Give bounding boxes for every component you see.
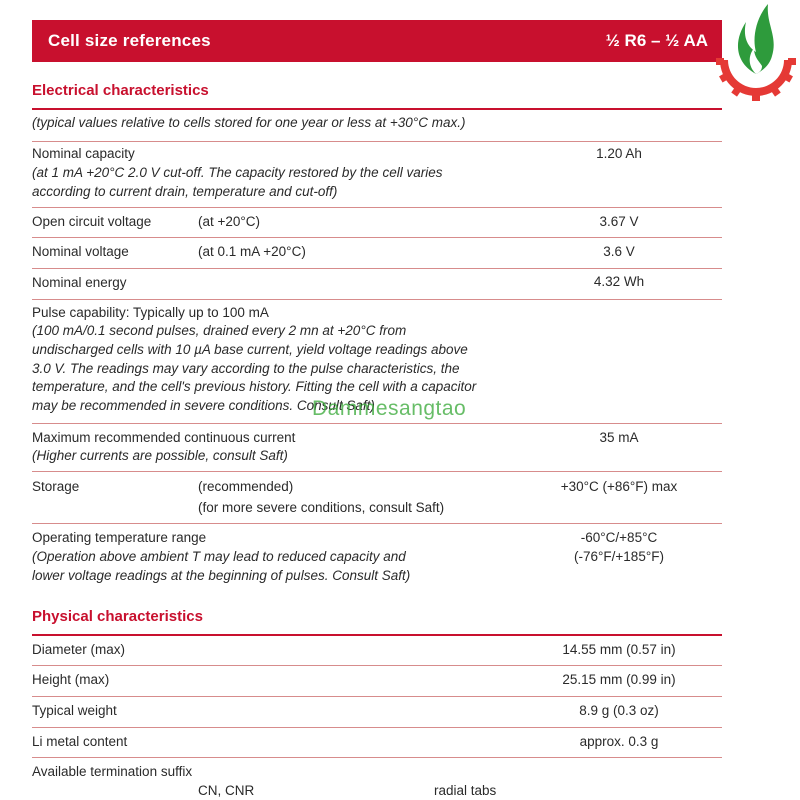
operating-temp-note-1: (Operation above ambient T may lead to reduced capacity and xyxy=(32,549,406,564)
storage-condition-1: (recommended) xyxy=(198,479,294,494)
height-label: Height (max) xyxy=(32,672,110,687)
pulse-capability-label: Pulse capability: Typically up to 100 mA xyxy=(32,305,269,320)
nominal-capacity-note-1: (at 1 mA +20°C 2.0 V cut-off. The capacity restored by the cell varies xyxy=(32,165,443,180)
operating-temp-note-2: lower voltage readings at the beginning of pulses. Consult Saft) xyxy=(32,568,411,583)
open-circuit-voltage-label: Open circuit voltage xyxy=(32,214,152,229)
nominal-voltage-row xyxy=(32,238,722,269)
open-circuit-voltage-condition: (at +20°C) xyxy=(198,214,261,229)
nominal-energy-row xyxy=(32,269,722,300)
weight-row xyxy=(32,697,722,728)
height-row xyxy=(32,666,722,697)
nominal-voltage-condition: (at 0.1 mA +20°C) xyxy=(198,244,306,259)
operating-temperature-row xyxy=(32,524,722,590)
diameter-row xyxy=(32,636,722,666)
open-circuit-voltage-value: 3.67 V xyxy=(599,214,639,229)
weight-label: Typical weight xyxy=(32,703,117,718)
nominal-capacity-note-2: according to current drain, temperature and cut-off) xyxy=(32,184,338,199)
li-metal-value: approx. 0.3 g xyxy=(579,734,659,749)
operating-temp-value-celsius: -60°C/+85°C xyxy=(580,530,658,545)
electrical-note: (typical values relative to cells stored for one year or less at +30°C max.) xyxy=(32,115,466,130)
height-value: 25.15 mm (0.99 in) xyxy=(562,672,676,687)
operating-temp-label: Operating temperature range xyxy=(32,530,207,545)
nominal-voltage-label: Nominal voltage xyxy=(32,244,129,259)
weight-value: 8.9 g (0.3 oz) xyxy=(579,703,659,718)
nominal-capacity-row xyxy=(32,142,722,208)
operating-temp-value-fahrenheit: (-76°F/+185°F) xyxy=(574,549,664,564)
cell-size-header xyxy=(32,20,722,62)
header-title: Cell size references xyxy=(48,31,211,50)
nominal-voltage-value: 3.6 V xyxy=(603,244,635,259)
pulse-note-line-2: undischarged cells with 10 µA base current, yield voltage readings above xyxy=(32,342,468,357)
watermark-text: Dammesangtao xyxy=(312,397,467,420)
li-metal-label: Li metal content xyxy=(32,734,128,749)
termination-label: Available termination suffix xyxy=(32,764,193,779)
pulse-note-line-5: may be recommended in severe conditions. Consult Saft) xyxy=(32,398,375,413)
termination-type: radial tabs xyxy=(434,783,497,798)
pulse-note-line-4: temperature, and the cell's previous history. Fitting the cell with a capacitor xyxy=(32,379,477,394)
storage-row xyxy=(32,472,722,524)
termination-row xyxy=(32,758,722,800)
electrical-note-row xyxy=(32,110,722,142)
nominal-energy-value: 4.32 Wh xyxy=(593,274,645,289)
physical-section-title: Physical characteristics xyxy=(32,602,722,636)
storage-condition-2: (for more severe conditions, consult Saft) xyxy=(198,500,445,515)
open-circuit-voltage-row xyxy=(32,208,722,238)
storage-value: +30°C (+86°F) max xyxy=(560,479,678,494)
electrical-section-title: Electrical characteristics xyxy=(32,76,722,110)
max-current-label: Maximum recommended continuous current xyxy=(32,430,296,445)
nominal-energy-label: Nominal energy xyxy=(32,275,127,290)
pulse-note-line-3: 3.0 V. The readings may vary according to the pulse characteristics, the xyxy=(32,361,460,376)
flame-gear-logo-icon xyxy=(712,0,800,108)
pulse-note-line-1: (100 mA/0.1 second pulses, drained every 2 mn at +20°C from xyxy=(32,323,407,338)
nominal-capacity-label: Nominal capacity xyxy=(32,146,135,161)
termination-suffix: CN, CNR xyxy=(198,783,255,798)
max-current-value: 35 mA xyxy=(599,430,639,445)
nominal-capacity-value: 1.20 Ah xyxy=(596,146,642,161)
max-current-row xyxy=(32,424,722,472)
li-metal-row xyxy=(32,728,722,758)
diameter-label: Diameter (max) xyxy=(32,642,126,657)
size-reference: ½ R6 – ½ AA xyxy=(605,31,708,50)
max-current-note: (Higher currents are possible, consult Saft) xyxy=(32,448,288,463)
storage-label: Storage xyxy=(32,479,80,494)
diameter-value: 14.55 mm (0.57 in) xyxy=(562,642,676,657)
